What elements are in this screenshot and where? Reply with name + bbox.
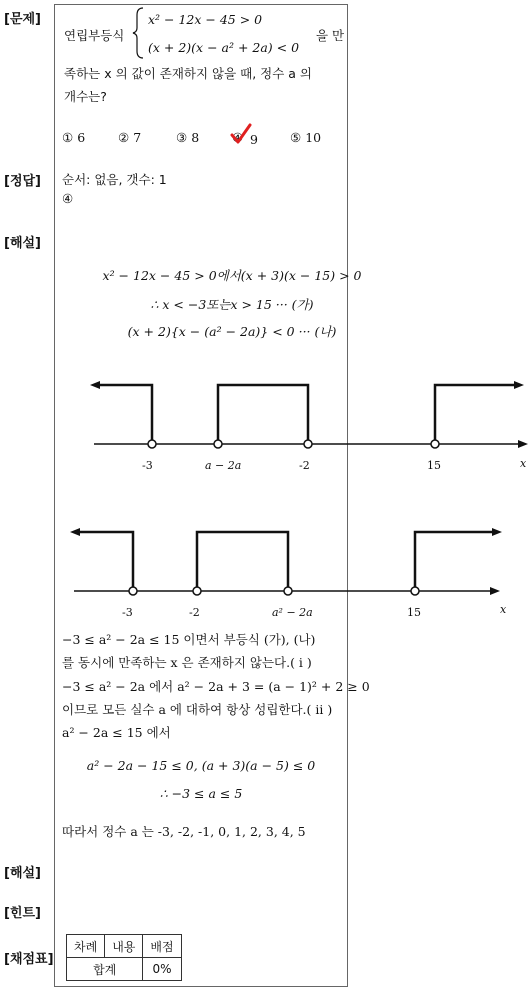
graph1-point-m3 [148, 440, 156, 448]
graph1-point-a [214, 440, 222, 448]
hint-label: [힌트] [4, 906, 41, 921]
graph2-region-right [415, 532, 494, 591]
graph2-left-arrow [70, 528, 80, 536]
explanation2-label: [해설] [4, 866, 41, 881]
choice-3[interactable] [176, 130, 199, 145]
choice-1[interactable] [62, 130, 85, 145]
solution-eq4: a² − 2a − 15 ≤ 0, (a + 3)(a − 5) ≤ 0 [86, 758, 316, 773]
graph2-axis-arrow [490, 587, 500, 595]
graph2-tick-x: x [500, 603, 507, 616]
rubric-h-content: 내용 [105, 935, 143, 958]
choice-5[interactable] [290, 130, 321, 145]
choice-3-num: ③ [176, 130, 188, 145]
problem-ineq1: x² − 12x − 45 > 0 [148, 12, 263, 27]
problem-ineq2: (x + 2)(x − a² + 2a) < 0 [148, 40, 300, 55]
solution-p3: −3 ≤ a² − 2a 에서 a² − 2a + 3 = (a − 1)² + 2 ≥ 0 [62, 679, 370, 694]
solution-eq3: (x + 2){x − (a² − 2a)} < 0 ··· (나) [127, 324, 337, 339]
graph2-point-m2 [193, 587, 201, 595]
graph1-tick-m2: -2 [299, 459, 310, 472]
graph1-axis-arrow [518, 440, 528, 448]
problem-line2: 족하는 x 의 값이 존재하지 않을 때, 정수 a 의 [64, 66, 312, 81]
choice-2-val: 7 [133, 130, 142, 145]
solution-p1: −3 ≤ a² − 2a ≤ 15 이면서 부등식 (가), (나) [62, 632, 316, 647]
solution-p2: 를 동시에 만족하는 x 은 존재하지 않는다.( i ) [62, 655, 312, 670]
system-brace [0, 0, 528, 70]
problem-suffix: 을 만 [316, 28, 345, 43]
number-line-graph-1 [0, 365, 528, 475]
rubric-h-order: 차례 [67, 935, 105, 958]
graph1-point-15 [431, 440, 439, 448]
choice-5-val: 10 [305, 130, 322, 145]
rubric-total-row [67, 958, 182, 981]
solution-p4: 이므로 모든 실수 a 에 대하여 항상 성립한다.( ii ) [62, 702, 333, 717]
graph2-region-left [76, 532, 133, 591]
solution-p6: 따라서 정수 a 는 -3, -2, -1, 0, 1, 2, 3, 4, 5 [62, 824, 306, 839]
graph2-point-a [284, 587, 292, 595]
choice-1-val: 6 [77, 130, 86, 145]
choice-4-val: 9 [250, 132, 258, 147]
rubric-h-score: 배점 [143, 935, 181, 958]
graph2-point-m3 [129, 587, 137, 595]
graph2-tick-m3: -3 [122, 606, 133, 619]
graph2-region-mid [197, 532, 288, 591]
explanation-label: [해설] [4, 236, 41, 251]
checkmark-icon [230, 124, 252, 144]
graph1-left-arrow [90, 381, 100, 389]
graph1-tick-m3: -3 [142, 459, 153, 472]
problem-line3: 개수는? [64, 89, 107, 104]
graph2-tick-a: a² − 2a [272, 606, 313, 619]
rubric-total-score: 0% [143, 958, 181, 981]
rubric-total-label: 합계 [67, 958, 143, 981]
solution-p5: a² − 2a ≤ 15 에서 [62, 725, 171, 740]
choice-4-num: ④ [232, 130, 244, 145]
choice-5-num: ⑤ [290, 130, 302, 145]
answer-label: [정답] [4, 174, 41, 189]
graph1-region-mid [218, 385, 308, 444]
number-line-graph-2 [0, 520, 528, 630]
problem-label: [문제] [4, 12, 41, 27]
answer-line2: ④ [62, 191, 74, 206]
solution-eq5: ∴ −3 ≤ a ≤ 5 [159, 786, 243, 801]
graph2-right-arrow [492, 528, 502, 536]
choice-2-num: ② [118, 130, 130, 145]
choice-4[interactable] [232, 130, 258, 147]
graph1-tick-a: a − 2a [205, 459, 242, 472]
graph2-tick-m2: -2 [189, 606, 200, 619]
choice-1-num: ① [62, 130, 74, 145]
graph2-point-15 [411, 587, 419, 595]
graph2-tick-15: 15 [407, 606, 421, 619]
problem-prefix: 연립부등식 [64, 28, 125, 43]
rubric-label: [채점표] [4, 952, 54, 967]
answer-line1: 순서: 없음, 갯수: 1 [62, 172, 167, 187]
choice-3-val: 8 [191, 130, 200, 145]
solution-eq1: x² − 12x − 45 > 0에서(x + 3)(x − 15) > 0 [102, 268, 362, 283]
graph1-point-m2 [304, 440, 312, 448]
graph1-tick-x: x [520, 457, 527, 470]
graph1-region-left [96, 385, 152, 444]
solution-eq2: ∴ x < −3또는x > 15 ··· (가) [150, 297, 314, 312]
choice-2[interactable] [118, 130, 141, 145]
graph1-tick-15: 15 [427, 459, 441, 472]
rubric-table [66, 934, 182, 981]
graph1-region-right [435, 385, 516, 444]
rubric-header-row [67, 935, 182, 958]
graph1-right-arrow [514, 381, 524, 389]
